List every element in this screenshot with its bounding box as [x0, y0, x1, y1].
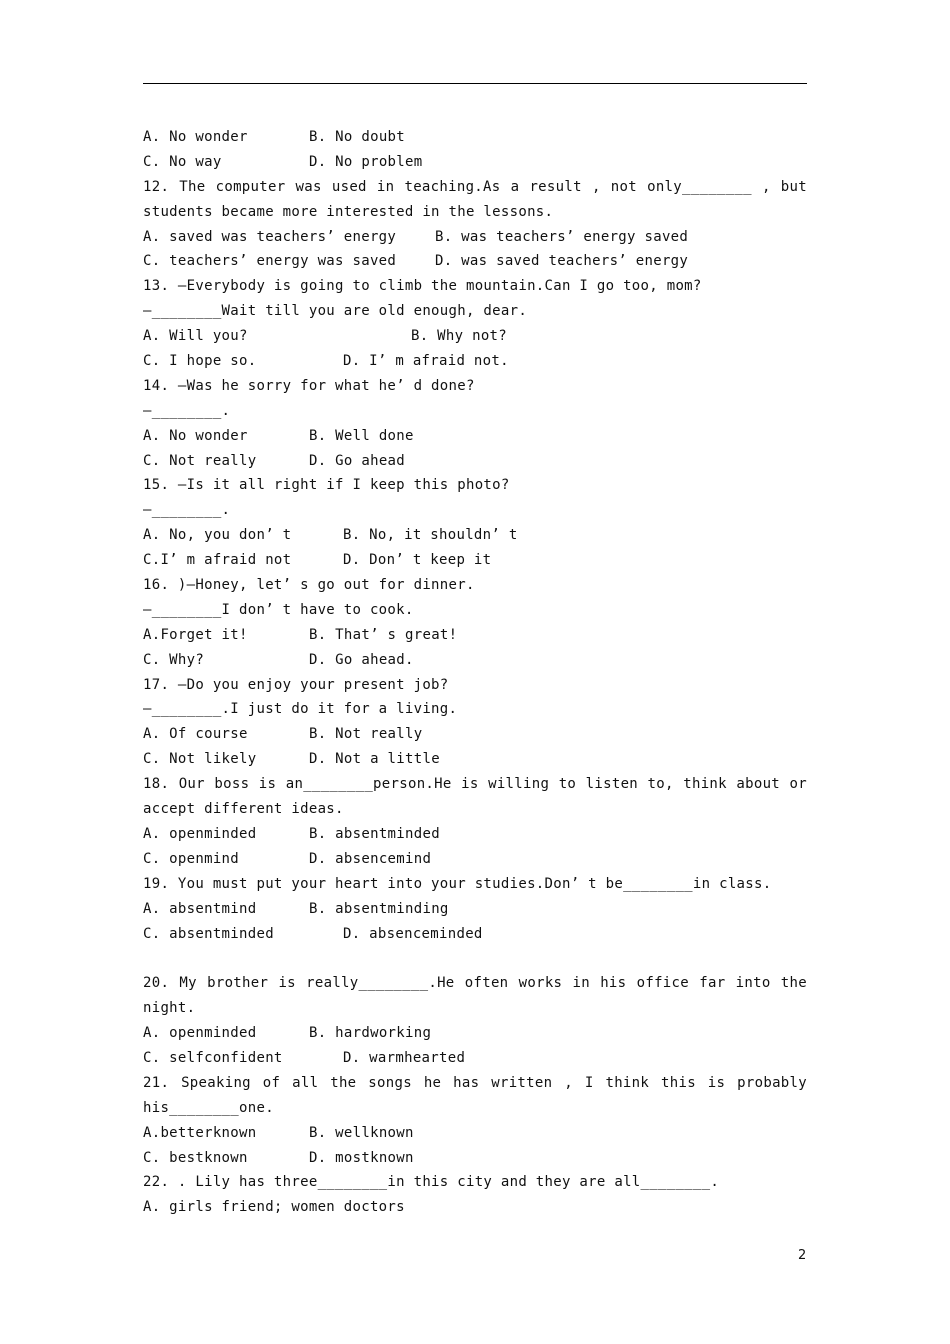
q13-option-a: A. Will you? [143, 328, 248, 345]
q13-option-c: C. I hope so. [143, 353, 257, 370]
q21-stem-line1: 21. Speaking of all the songs he has written , I think this is probably [143, 1074, 807, 1091]
q19-options-row1 [143, 897, 807, 922]
q21-options-row1 [143, 1121, 807, 1146]
q12-option-b: B. was teachers’ energy saved [435, 228, 689, 245]
q21-option-b: B. wellknown [309, 1124, 414, 1141]
q15-stem-line1: 15. —Is it all right if I keep this photo? [143, 477, 510, 494]
q21-option-a: A.betterknown [143, 1124, 257, 1141]
q14-stem-line2: —________. [143, 402, 231, 419]
q16-options-row2 [143, 648, 807, 673]
q19-option-b: B. absentminding [309, 900, 449, 917]
q16-stem-line1: 16. )—Honey, let’ s go out for dinner. [143, 577, 475, 594]
q17-option-d: D. Not a little [309, 751, 440, 768]
q20-option-c: C. selfconfident [143, 1049, 283, 1066]
q16-option-a: A.Forget it! [143, 626, 248, 643]
q19-option-d: D. absenceminded [343, 925, 483, 942]
q13-option-b: B. Why not? [411, 328, 508, 345]
q13-options-row2 [143, 349, 807, 374]
q18-option-d: D. absencemind [309, 850, 432, 867]
q18-options-row2 [143, 847, 807, 872]
question-list [143, 125, 807, 1220]
q11-options-row1 [143, 125, 807, 150]
q14-option-a: A. No wonder [143, 427, 248, 444]
q22-options-row1 [143, 1195, 807, 1220]
q16-options-row1 [143, 623, 807, 648]
q20-option-d: D. warmhearted [343, 1049, 466, 1066]
q12-option-c: C. teachers’ energy was saved [143, 253, 397, 270]
q20-stem-line1: 20. My brother is really________.He often works in his office far into the [143, 975, 807, 992]
q12-stem-line2: students became more interested in the lessons. [143, 203, 554, 220]
q15-option-d: D. Don’ t keep it [343, 552, 492, 569]
q21-stem-line2: his________one. [143, 1099, 274, 1116]
q20-stem-line2: night. [143, 1000, 196, 1017]
q14-options-row2 [143, 449, 807, 474]
q12-options-row2 [143, 249, 807, 274]
q14-option-d: D. Go ahead [309, 452, 406, 469]
q19-options-row2 [143, 922, 807, 947]
q13-option-d: D. I’ m afraid not. [343, 353, 509, 370]
q15-option-a: A. No, you don’ t [143, 527, 292, 544]
q22-stem-line1: 22. . Lily has three________in this city and they are all________. [143, 1174, 720, 1191]
q18-option-b: B. absentminded [309, 825, 440, 842]
q21-options-row2 [143, 1146, 807, 1171]
q17-option-c: C. Not likely [143, 751, 257, 768]
q19-option-c: C. absentminded [143, 925, 274, 942]
q21-option-d: D. mostknown [309, 1149, 414, 1166]
q14-stem-line1: 14. —Was he sorry for what he’ d done? [143, 377, 475, 394]
q15-options-row2 [143, 548, 807, 573]
q11-option-c: C. No way [143, 153, 222, 170]
q18-option-a: A. openminded [143, 825, 257, 842]
q20-option-b: B. hardworking [309, 1025, 432, 1042]
q16-stem-line2: —________I don’ t have to cook. [143, 601, 414, 618]
q15-option-b: B. No, it shouldn’ t [343, 527, 518, 544]
q11-options-row2 [143, 150, 807, 175]
q17-options-row2 [143, 747, 807, 772]
q12-stem-line1: 12. The computer was used in teaching.As a result , not only________ , but [143, 178, 807, 195]
q16-option-b: B. That’ s great! [309, 626, 458, 643]
page-number: 2 [798, 1248, 807, 1263]
q20-options-row1 [143, 1021, 807, 1046]
q14-option-b: B. Well done [309, 427, 414, 444]
q18-stem-line2: accept different ideas. [143, 801, 344, 818]
q13-stem-line2: —________Wait till you are old enough, dear. [143, 303, 528, 320]
header-rule [143, 83, 807, 84]
q12-option-a: A. saved was teachers’ energy [143, 228, 397, 245]
q13-options-row1 [143, 324, 807, 349]
q14-options-row1 [143, 424, 807, 449]
q15-option-c: C.I’ m afraid not [143, 552, 292, 569]
q12-option-d: D. was saved teachers’ energy [435, 253, 689, 270]
q18-stem-line1: 18. Our boss is an________person.He is willing to listen to, think about or [143, 776, 807, 793]
q17-option-a: A. Of course [143, 726, 248, 743]
q21-option-c: C. bestknown [143, 1149, 248, 1166]
q11-option-b: B. No doubt [309, 129, 406, 145]
q18-option-c: C. openmind [143, 850, 240, 867]
q19-option-a: A. absentmind [143, 900, 257, 917]
q17-stem-line1: 17. —Do you enjoy your present job? [143, 676, 449, 693]
q19-stem-line1: 19. You must put your heart into your studies.Don’ t be________in class. [143, 875, 772, 892]
q18-options-row1 [143, 822, 807, 847]
q22-option-a: A. girls friend; women doctors [143, 1199, 405, 1216]
q11-option-d: D. No problem [309, 153, 423, 170]
q11-option-a: A. No wonder [143, 129, 248, 145]
q15-options-row1 [143, 523, 807, 548]
q15-stem-line2: —________. [143, 502, 231, 519]
q20-option-a: A. openminded [143, 1025, 257, 1042]
q17-options-row1 [143, 722, 807, 747]
q14-option-c: C. Not really [143, 452, 257, 469]
q16-option-d: D. Go ahead. [309, 651, 414, 668]
q20-options-row2 [143, 1046, 807, 1071]
q13-stem-line1: 13. —Everybody is going to climb the mountain.Can I go too, mom? [143, 278, 702, 295]
blank-line [143, 946, 807, 971]
q17-stem-line2: —________.I just do it for a living. [143, 701, 458, 718]
q16-option-c: C. Why? [143, 651, 205, 668]
q17-option-b: B. Not really [309, 726, 423, 743]
q12-options-row1 [143, 225, 807, 250]
